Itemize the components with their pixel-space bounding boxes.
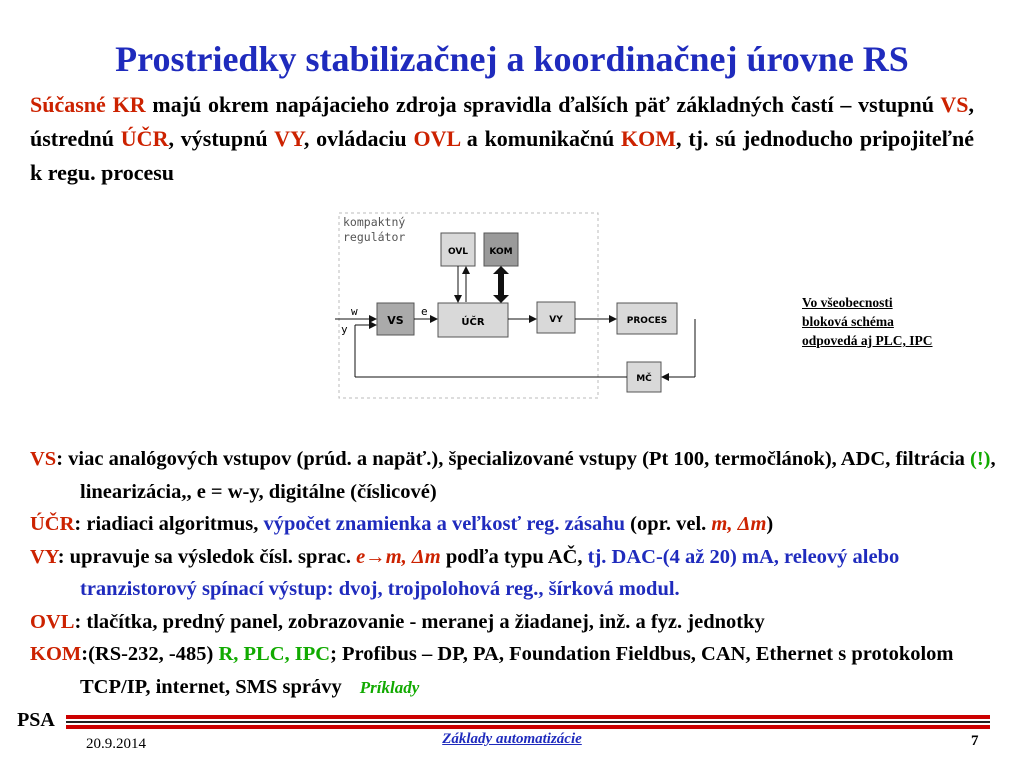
signal-w: w bbox=[351, 305, 358, 318]
item-key-ovl: OVL bbox=[30, 610, 75, 633]
item-text: podľa typu AČ, bbox=[440, 545, 588, 568]
footer-divider bbox=[66, 725, 990, 729]
intro-text-1: majú okrem napájacieho zdroja spravidla ďalších päť základných častí – vstupnú bbox=[145, 92, 941, 117]
item-text: : viac analógových vstupov (prúd. a napäť.), špecializované vstupy (Pt 100, termočlánok), ADC, filtrácia bbox=[56, 448, 971, 470]
list-item-ovl bbox=[30, 606, 1000, 639]
note-line-2: bloková schéma bbox=[802, 314, 894, 329]
item-text: , linearizácia,, e = w-y, digitálne (číslicové) bbox=[80, 448, 996, 503]
footer-divider bbox=[66, 721, 990, 723]
slide-title: Prostriedky stabilizačnej a koordinačnej úrovne RS bbox=[115, 39, 909, 79]
item-text: ) bbox=[766, 513, 774, 535]
intro-text-6: , tj. sú jednoducho pripojiteľné k regu. procesu bbox=[30, 126, 975, 185]
proces-label: PROCES bbox=[626, 316, 668, 326]
note-line-3: odpovedá aj PLC, IPC bbox=[802, 333, 933, 348]
signal-e: e bbox=[421, 305, 428, 318]
item-highlight: tj. DAC-(4 až 20) mA, releový alebo tranzistorový spínací výstup: dvoj, trojpolohová reg., šírková modul. bbox=[80, 545, 900, 600]
side-note bbox=[802, 293, 982, 350]
list-item-ucr bbox=[30, 508, 1000, 541]
item-text: ; Profibus – DP, PA, Foundation Fieldbus, CAN, Ethernet s protokolom TCP/IP, internet, SMS správy bbox=[80, 643, 954, 698]
intro-text-3: , výstupnú bbox=[168, 126, 275, 151]
list-item-vs bbox=[30, 443, 1000, 508]
footer-psa: PSA bbox=[17, 709, 55, 731]
component-list bbox=[30, 443, 1000, 704]
item-key-vy: VY bbox=[30, 545, 58, 568]
kom-label: KOM bbox=[489, 247, 513, 257]
intro-kom: KOM bbox=[621, 126, 677, 151]
item-highlight: m, Δm bbox=[711, 513, 767, 535]
footer-date: 20.9.2014 bbox=[86, 736, 146, 752]
list-item-vy bbox=[30, 541, 1000, 606]
item-highlight: e→m, Δm bbox=[356, 545, 441, 568]
intro-paragraph bbox=[30, 88, 974, 190]
mc-label: MČ bbox=[636, 374, 652, 384]
intro-word-sucasne: Súčasné bbox=[30, 92, 106, 117]
frame-label-2: regulátor bbox=[343, 230, 406, 244]
item-key-ucr: ÚČR bbox=[30, 513, 75, 535]
intro-vy: VY bbox=[274, 126, 304, 151]
ovl-label: OVL bbox=[447, 247, 469, 257]
item-highlight: R, PLC, IPC bbox=[218, 643, 331, 665]
examples-link[interactable]: Príklady bbox=[359, 677, 420, 697]
ucr-label: ÚČR bbox=[461, 317, 485, 328]
item-key-kom: KOM bbox=[30, 643, 82, 665]
item-highlight: výpočet znamienka a veľkosť reg. zásahu bbox=[263, 513, 626, 535]
note-line-1: Vo všeobecnosti bbox=[802, 295, 893, 310]
intro-kr: KR bbox=[112, 92, 146, 117]
block-diagram bbox=[335, 207, 720, 407]
list-item-kom bbox=[30, 638, 1000, 704]
intro-text-2: , ústrednú bbox=[30, 92, 975, 151]
frame-label-1: kompaktný bbox=[343, 215, 406, 229]
footer-course-title-text: Základy automatizácie bbox=[442, 731, 582, 747]
signal-y: y bbox=[341, 323, 348, 336]
vy-label: VY bbox=[549, 315, 563, 325]
intro-ucr: ÚČR bbox=[120, 126, 169, 151]
intro-vs: VS bbox=[940, 92, 969, 117]
item-key-vs: VS bbox=[30, 448, 57, 470]
page-number: 7 bbox=[971, 733, 979, 749]
intro-text-4: , ovládaciu bbox=[303, 126, 414, 151]
item-text: :(RS-232, -485) bbox=[81, 643, 219, 665]
intro-ovl: OVL bbox=[413, 126, 460, 151]
footer-course-title bbox=[0, 731, 1024, 748]
item-text: : riadiaci algoritmus, bbox=[74, 513, 264, 535]
item-highlight: (!) bbox=[970, 448, 991, 470]
vs-label: VS bbox=[387, 314, 404, 327]
footer-divider bbox=[66, 715, 990, 719]
item-text: (opr. vel. bbox=[625, 513, 712, 535]
item-text: : tlačítka, predný panel, zobrazovanie - meranej a žiadanej, inž. a fyz. jednotky bbox=[74, 610, 765, 633]
item-text: : upravuje sa výsledok čísl. sprac. bbox=[57, 545, 357, 568]
intro-text-5: a komunikačnú bbox=[459, 126, 622, 151]
